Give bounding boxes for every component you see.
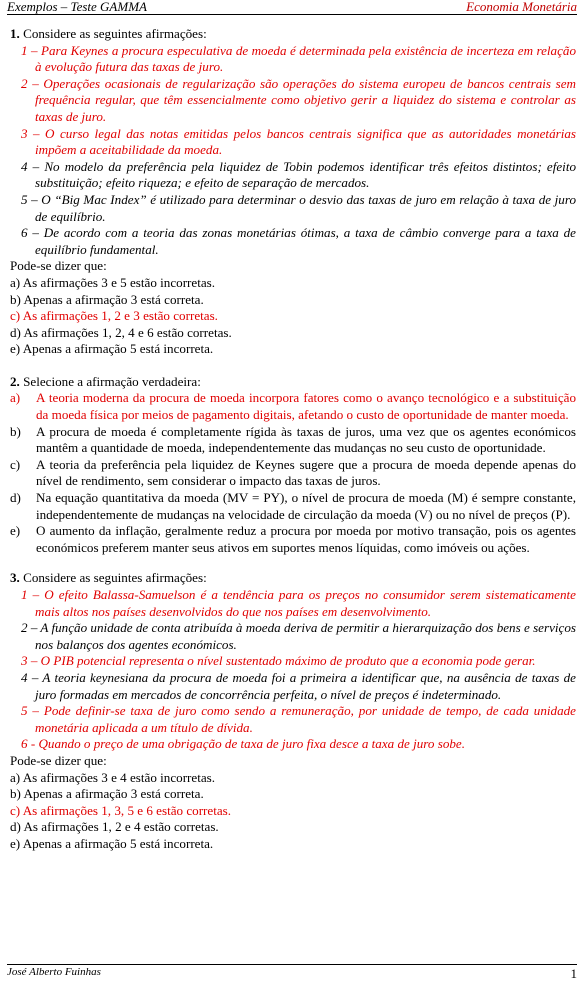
question-2-text: Selecione a afirmação verdadeira: (19, 373, 201, 389)
q3-answer-e[interactable]: e) Apenas a afirmação 5 está incorreta. (10, 835, 214, 851)
q1-statement-3: 3 – O curso legal das notas emitidas pelos bancos centrais significa que as autoridades monetárias impõem a aceitabilidade da moeda. (21, 125, 576, 158)
question-3-text: Considere as seguintes afirmações: (23, 570, 207, 586)
q2-option-b[interactable]: b) A procura de moeda é completamente rígida às taxas de juros, uma vez que os agentes económicos mantêm a quantidade de moeda, independentemente das mudanças no seu custo de oportunidade. (10, 423, 576, 456)
question-3-title (10, 570, 576, 587)
header-subject: Economia Monetária (466, 0, 577, 14)
header-title: Exemplos – Teste GAMMA (7, 0, 147, 14)
q1-answer-a[interactable]: a) As afirmações 3 e 5 estão incorretas. (10, 274, 216, 290)
question-3 (10, 570, 576, 852)
q3-statement-1: 1 – O efeito Balassa-Samuelson é a tendência para os preços no consumidor serem sistematicamente mais altos nos países desenvolvidos do que nos países em desenvolvimento. (21, 587, 576, 619)
q3-answer-b[interactable]: b) Apenas a afirmação 3 está correta. (10, 786, 204, 802)
q1-prompt: Pode-se dizer que: (10, 258, 107, 274)
page-header (7, 0, 577, 15)
question-1-number: 1. (10, 26, 20, 41)
q1-answer-d[interactable]: d) As afirmações 1, 2, 4 e 6 estão corretas. (10, 324, 232, 340)
footer-author: José Alberto Fuinhas (7, 966, 101, 978)
question-1-text: Considere as seguintes afirmações: (23, 26, 207, 41)
q1-answer-c[interactable]: c) As afirmações 1, 2 e 3 estão corretas. (10, 308, 218, 324)
question-2 (10, 374, 576, 557)
q2-option-c[interactable]: c) A teoria da preferência pela liquidez de Keynes sugere que a procura de moeda depende apenas do nível de rendimento, sem considerar o impacto das taxas de juros. (10, 456, 576, 489)
q2-option-e[interactable]: e) O aumento da inflação, geralmente reduz a procura por moeda por motivo transação, pois os agentes económicos preferem manter seus ativos em suportes menos líquidas, como imóveis ou ações. (10, 523, 576, 555)
q3-answer-d[interactable]: d) As afirmações 1, 2 e 4 estão corretas. (10, 819, 219, 835)
q1-statement-2: 2 – Operações ocasionais de regularização são operações do sistema europeu de bancos centrais sem frequência regular, que têm essencialmente como objetivo gerir a liquidez do sistema e controlar as taxas de juro. (21, 75, 576, 124)
q1-answer-e[interactable]: e) Apenas a afirmação 5 está incorreta. (10, 341, 214, 357)
q1-answer-b[interactable]: b) Apenas a afirmação 3 está correta. (10, 291, 204, 307)
q3-statement-6: 6 - Quando o preço de uma obrigação de taxa de juro fixa desce a taxa de juro sobe. (21, 736, 466, 752)
spacer (10, 556, 576, 570)
q2-option-a[interactable]: a) A teoria moderna da procura de moeda incorpora fatores como o avanço tecnológico e a substituição da moeda física por meios de pagamento digitais, afetando o custo de oportunidade de manter moeda. (10, 390, 576, 423)
q1-statement-6: 6 – De acordo com a teoria das zonas monetárias ótimas, a taxa de câmbio converge para a taxa de equilíbrio fundamental. (21, 225, 576, 257)
question-2-number: 2. (10, 373, 20, 389)
question-1-title (10, 26, 576, 43)
q3-answer-a[interactable]: a) As afirmações 3 e 4 estão incorretas. (10, 769, 216, 785)
spacer (10, 358, 576, 374)
q3-statement-4: 4 – A teoria keynesiana da procura de moeda foi a primeira a identificar que, na ausência de taxas de juro formadas em mercados de concorrência perfeita, o nível de preços é indeterminado. (21, 669, 576, 702)
q1-statement-4: 4 – No modelo da preferência pela liquidez de Tobin podemos identificar três efeitos distintos; efeito substituição; efeito riqueza; e efeito de separação de mercados. (21, 158, 576, 191)
document-body (10, 26, 576, 853)
q3-prompt: Pode-se dizer que: (10, 752, 107, 768)
q3-answer-c[interactable]: c) As afirmações 1, 3, 5 e 6 estão corretas. (10, 802, 232, 818)
page-number: 1 (570, 966, 577, 981)
question-1 (10, 26, 576, 358)
q2-option-d[interactable]: d) Na equação quantitativa da moeda (MV = PY), o nível de procura de moeda (M) é sempre constante, independentemente de mudanças na velocidade de circulação da moeda (V) ou no nível de preços (P). (10, 490, 576, 522)
question-3-number: 3. (10, 570, 20, 586)
q3-statement-5: 5 – Pode definir-se taxa de juro como sendo a remuneração, por unidade de tempo, de cada unidade monetária aplicada a um título de dívida. (21, 703, 576, 735)
q3-statement-3: 3 – O PIB potencial representa o nível sustentado máximo de produto que a economia pode gerar. (21, 653, 536, 669)
q1-statement-1: 1 – Para Keynes a procura especulativa de moeda é determinada pela existência de incerteza em relação à evolução futura das taxas de juro. (21, 42, 576, 75)
page-footer (7, 964, 577, 981)
q3-statement-2: 2 – A função unidade de conta atribuída à moeda deriva de permitir a hierarquização dos bens e serviços nos balanços dos agentes económicos. (21, 620, 576, 652)
q1-statement-5: 5 – O “Big Mac Index” é utilizado para determinar o desvio das taxas de juro em relação à taxa de juro de equilíbrio. (21, 191, 576, 224)
question-2-title (10, 374, 576, 391)
